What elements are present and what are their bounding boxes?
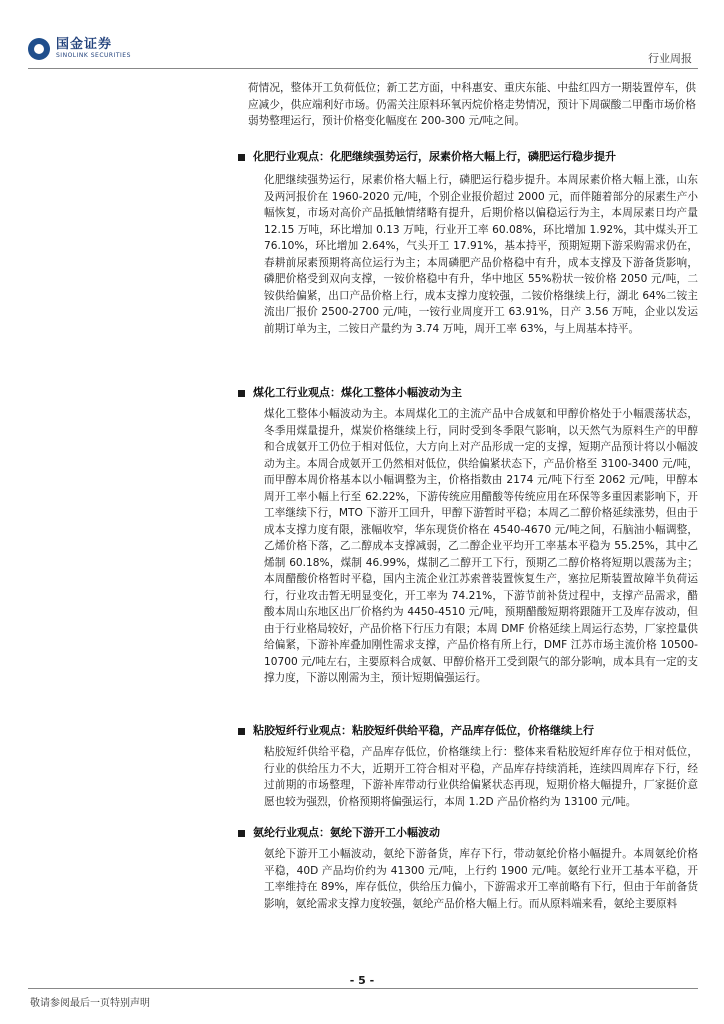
section-title: 化肥行业观点：化肥继续强势运行，尿素价格大幅上行，磷肥运行稳步提升 (253, 150, 616, 163)
page-number: - 5 - (349, 974, 375, 987)
section-body (264, 846, 698, 912)
section-heading (248, 824, 698, 842)
intro-paragraph: 荷情况，整体开工负荷低位；新工艺方面，中科惠安、重庆东能、中盐红四方一期装置停车，供应减少，供应端利好市场。仍需关注原料环氧丙烷价格走势情况，预计下周碳酸二甲酯市场价格弱势整理运行，预计价格变化幅度在 200-300 元/吨之间。 (248, 82, 696, 127)
section-heading (248, 384, 698, 402)
company-logo (28, 38, 131, 60)
section-body (264, 406, 698, 687)
report-type: 行业周报 (648, 52, 692, 65)
section-title: 粘胶短纤行业观点：粘胶短纤供给平稳，产品库存低位，价格继续上行 (253, 724, 594, 737)
page-header (28, 38, 698, 70)
intro-block (248, 80, 696, 130)
header-divider (28, 68, 698, 69)
logo-text (56, 38, 131, 60)
bullet-icon (238, 390, 245, 397)
section-spandex (248, 824, 698, 912)
bullet-icon (238, 154, 245, 161)
section-paragraph: 粘胶短纤供给平稳，产品库存低位，价格继续上行：整体来看粘胶短纤库存位于相对低位，行业的供给压力不大，近期开工符合相对平稳，产品库存持续消耗，连续四周库存下行，经过前期的市场整理，下游补库带动行业供给偏紧状态再现，短期价格大幅提升，厂家挺价意愿也较为强烈，价格预期将偏强运行，本周 1.2D 产品价格约为 13100 元/吨。 (264, 746, 698, 808)
section-coal-chemical (248, 384, 698, 687)
section-body (264, 744, 698, 810)
section-heading (248, 722, 698, 740)
logo-en: SINOLINK SECURITIES (56, 52, 131, 59)
logo-cn: 国金证券 (56, 37, 113, 52)
section-paragraph: 氨纶下游开工小幅波动，氨纶下游备货，库存下行，带动氨纶价格小幅提升。本周氨纶价格平稳，40D 产品均价约为 41300 元/吨，上行约 1900 元/吨。氨纶行业开工基本平稳，开工率维持在 89%，库存低位，供给压力偏小，下游需求开工率前略有下行，但由于年前备货影响，氨纶需求支撑力度较强，氨纶产品价格大幅上行。而从原料端来看，氨纶主要原料 (264, 848, 698, 910)
bullet-icon (238, 830, 245, 837)
bullet-icon (238, 728, 245, 735)
logo-icon (28, 38, 50, 60)
section-paragraph: 煤化工整体小幅波动为主。本周煤化工的主流产品中合成氨和甲醇价格处于小幅震荡状态，冬季用煤量提升，煤炭价格继续上行，同时受到冬季限气影响，以天然气为原料生产的甲醇和合成氨开工仍位于相对低位，大方向上对产品形成一定的支撑，短期产品预计将以小幅波动为主。本周合成氨开工仍然相对低位，供给偏紧状态下，产品价格至 3100-3400 元/吨，而甲醇本周价格基本以小幅调整为主，价格指数由 2174 元/吨下行至 2062 元/吨，甲醇本周开工率小幅上行至 62.22%，下游传统应用醋酸等传统应用在环保等多重因素影响下，开工率继续下行，MTO 下游开工回升，甲醇下游暂时平稳；本周乙二醇价格延续涨势，但由于成本支撑力度有限，涨幅收窄，华东现货价格在 4540-4670 元/吨之间，石脑油小幅调整，乙烯价格下落，乙二醇成本支撑减弱，乙二醇企业平均开工率基本平稳为 55.25%，其中乙烯制 60.18%，煤制 46.99%，煤制乙二醇开工下行，预期乙二醇价格将短期以震荡为主；本周醋酸价格暂时平稳，国内主流企业江苏索普装置恢复生产，塞拉尼斯装置故障半负荷运行，行业攻击暂无明显变化，开工率为 74.21%，下游节前补货过程中，支撑产品需求，醋酸本周山东地区出厂价格约为 4450-4510 元/吨，预期醋酸短期将跟随开工及库存波动，但由于行业格局较好，产品价格下行压力有限；本周 DMF 价格延续上周运行态势，厂家控量供给偏紧，下游补库叠加刚性需求支撑，产品价格有所上行，DMF 江苏市场主流价格 10500-10700 元/吨左右，主要原料合成氨、甲醇价格开工受到限气的部分影响，成本具有一定的支撑力度，下游以刚需为主，预计短期偏强运行。 (264, 408, 698, 684)
section-paragraph: 化肥继续强势运行，尿素价格大幅上行，磷肥运行稳步提升。本周尿素价格大幅上涨，山东及两河报价在 1960-2020 元/吨，个别企业报价超过 2000 元，而伴随着部分的尿素生产小幅恢复，市场对高价产品抵触情绪略有提升，后期价格以偏稳运行为主，本周尿素日均产量 12.15 万吨，环比增加 0.13 万吨，行业开工率 60.08%，环比增加 1.92%，其中煤头开工 76.10%，环比增加 2.64%，气头开工 17.91%，基本持平，预期短期下游采购需求仍在，春耕前尿素预期将高位运行为主；本周磷肥产品价格稳中有升，成本支撑及下游备货影响，磷肥价格受到双向支撑，一铵价格稳中有升，华中地区 55%粉状一铵价格 2050 元/吨，二铵供给偏紧，出口产品价格上行，成本支撑力度较强，二铵价格继续上行，湖北 64%二铵主流出厂报价 2500-2700 元/吨，一铵行业周度开工 63.91%，日产 3.56 万吨，企业以发运前期订单为主，二铵日产量约为 3.74 万吨，周开工率 63%，与上周基本持平。 (264, 174, 698, 335)
section-body (264, 172, 698, 337)
section-fertilizer (248, 148, 698, 337)
section-heading (248, 148, 698, 166)
footer-divider (28, 988, 698, 989)
section-title: 氨纶行业观点：氨纶下游开工小幅波动 (253, 826, 440, 839)
footer-disclaimer: 敬请参阅最后一页特别声明 (30, 998, 150, 1009)
section-title: 煤化工行业观点：煤化工整体小幅波动为主 (253, 386, 462, 399)
section-viscose (248, 722, 698, 810)
